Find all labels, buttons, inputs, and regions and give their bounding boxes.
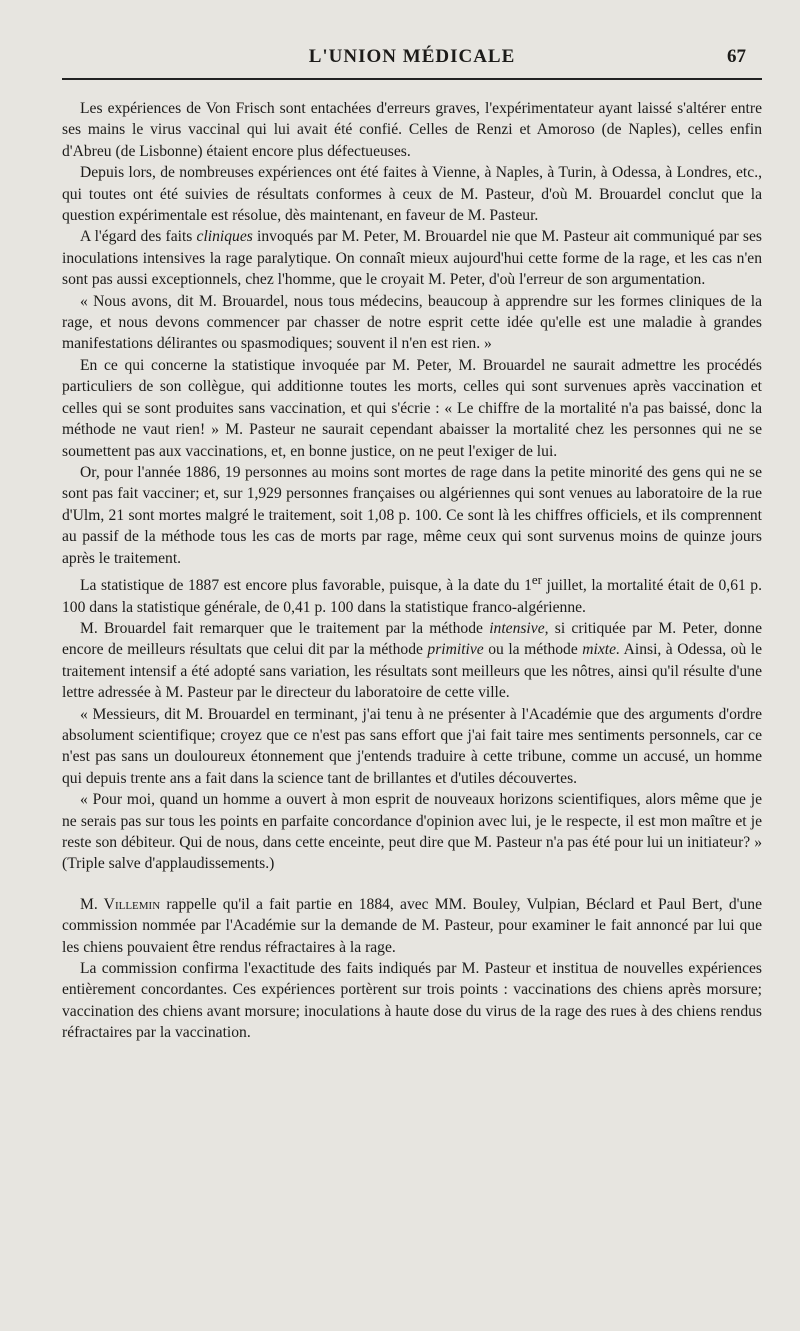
paragraph-methode-intensive: M. Brouardel fait remarquer que le traitement par la méthode intensive, si critiquée par M. Peter, donne encore de meilleurs résultats que celui dit par la méthode primitive ou la méthode mixte. Ainsi, à Odessa, où le traitement intensif a été adopté sans variation, les résultats sont meilleurs que les nôtres, ainsi qu'il résulte d'une lettre adressée à M. Pasteur par le directeur du laboratoire de cette ville. (62, 619, 763, 702)
paragraph-von-frisch: Les expériences de Von Frisch sont entachées d'erreurs graves, l'expérimentateur ayant laissé s'altérer entre ses mains le virus vaccinal qui lui avait été confié. Celles de Renzi et Amoroso (de Naples), celles enfin d'Abreu (de Lisbonne) étaient encore plus défectueuses. (62, 100, 762, 160)
header-rule (62, 78, 762, 80)
paragraph-faits-cliniques: A l'égard des faits cliniques invoqués par M. Peter, M. Brouardel nie que M. Pasteur ait communiqué par ses inoculations intensives la rage paralytique. On connaît mieux aujourd'hui cette forme de la rage, et les cas n'en sont pas aussi exceptionnels, chez l'homme, que le croyait M. Peter, d'où l'erreur de son argumentation. (62, 228, 762, 289)
paragraph-statistique: En ce qui concerne la statistique invoquée par M. Peter, M. Brouardel ne saurait admettre les procédés particuliers de son collègue, qui additionne toutes les morts, celles qui sont survenues après vaccination et celles qui se sont produites sans vaccination, et qui s'écrie : « Le chiffre de la mortalité n'a pas baissé, donc la méthode ne vaut rien! » M. Pasteur ne saurait cependant abaisser la mortalité chez les personnes qui ne se soumettent pas aux vaccinations, et, en bonne justice, on ne peut l'exiger de lui. (62, 356, 762, 460)
paragraph-messieurs: « Messieurs, dit M. Brouardel en terminant, j'ai tenu à ne présenter à l'Académie que des arguments d'ordre absolument scientifique; croyez que ce n'est pas sans effort que j'ai fait taire mes sentiments personnels, car ce n'est pas sans un douloureux étonnement que j'entends traduire à cette tribune, comme un accusé, un homme qui depuis trente ans a fait dans la science tant de brillantes et d'utiles découvertes. (62, 705, 762, 787)
page-header (62, 42, 762, 72)
paragraph-villemin: M. Villemin rappelle qu'il a fait partie en 1884, avec MM. Bouley, Vulpian, Béclard et Paul Bert, d'une commission nommée par l'Académie sur la demande de M. Pasteur, pour examiner le fait annoncé par lui que les chiens pouvaient être rendus réfractaires à la rage. (62, 895, 762, 956)
paragraph-experiences: Depuis lors, de nombreuses expériences ont été faites à Vienne, à Naples, à Turin, à Odessa, à Londres, etc., qui toutes ont été suivies de résultats conformes à ceux de M. Pasteur, d'où M. Brouardel conclut que la question expérimentale est résolue, dès maintenant, en faveur de M. Pasteur. (62, 164, 762, 225)
paragraph-commission: La commission confirma l'exactitude des faits indiqués par M. Pasteur et institua de nouvelles expériences entièrement concordantes. Ces expériences portèrent sur trois points : vaccinations des chiens après morsure; vaccination des chiens avant morsure; inoculations à haute dose du virus de la rage des rues à des chiens rendus réfractaires par la vaccination. (62, 960, 762, 1042)
speaker-name: M. Villemin (80, 895, 161, 913)
running-title: L'UNION MÉDICALE (308, 46, 516, 67)
paragraph-annee-1886: Or, pour l'année 1886, 19 personnes au moins sont mortes de rage dans la petite minorité des gens qui ne se sont pas fait vacciner; et, sur 1,929 personnes françaises ou algériennes qui sont venues au laboratoire de la rue d'Ulm, 21 sont mortes malgré le traitement, soit 1,08 p. 100. Ce sont là les chiffres officiels, et ils comprennent au passif de la méthode tous les cas de morts par rage, même ceux qui sont survenus moins de quinze jours après le traitement. (62, 463, 762, 567)
body-text (62, 98, 762, 1044)
section-gap (62, 875, 762, 894)
page-number: 67 (727, 46, 746, 67)
paragraph-pour-moi: « Pour moi, quand un homme a ouvert à mon esprit de nouveaux horizons scientifiques, alors même que je ne serais pas sur tous les points en parfaite concordance d'opinion avec lui, je le respecte, il est mon maître et je reste son débiteur. Qui de nous, dans cette enceinte, peut dire que M. Pasteur n'a pas été pour lui un initiateur? » (Triple salve d'applaudissements.) (62, 791, 762, 873)
paragraph-quote-brouardel: « Nous avons, dit M. Brouardel, nous tous médecins, beaucoup à apprendre sur les formes cliniques de la rage, et nous devons commencer par chasser de notre esprit cette idée qu'elle est une maladie à grandes manifestations délirantes ou spasmodiques; souvent il n'en est rien. » (62, 292, 762, 353)
paragraph-statistique-1887: La statistique de 1887 est encore plus favorable, puisque, à la date du 1er juillet, la mortalité était de 0,61 p. 100 dans la statistique générale, de 0,41 p. 100 dans la statistique franco-algérienne. (62, 571, 763, 616)
